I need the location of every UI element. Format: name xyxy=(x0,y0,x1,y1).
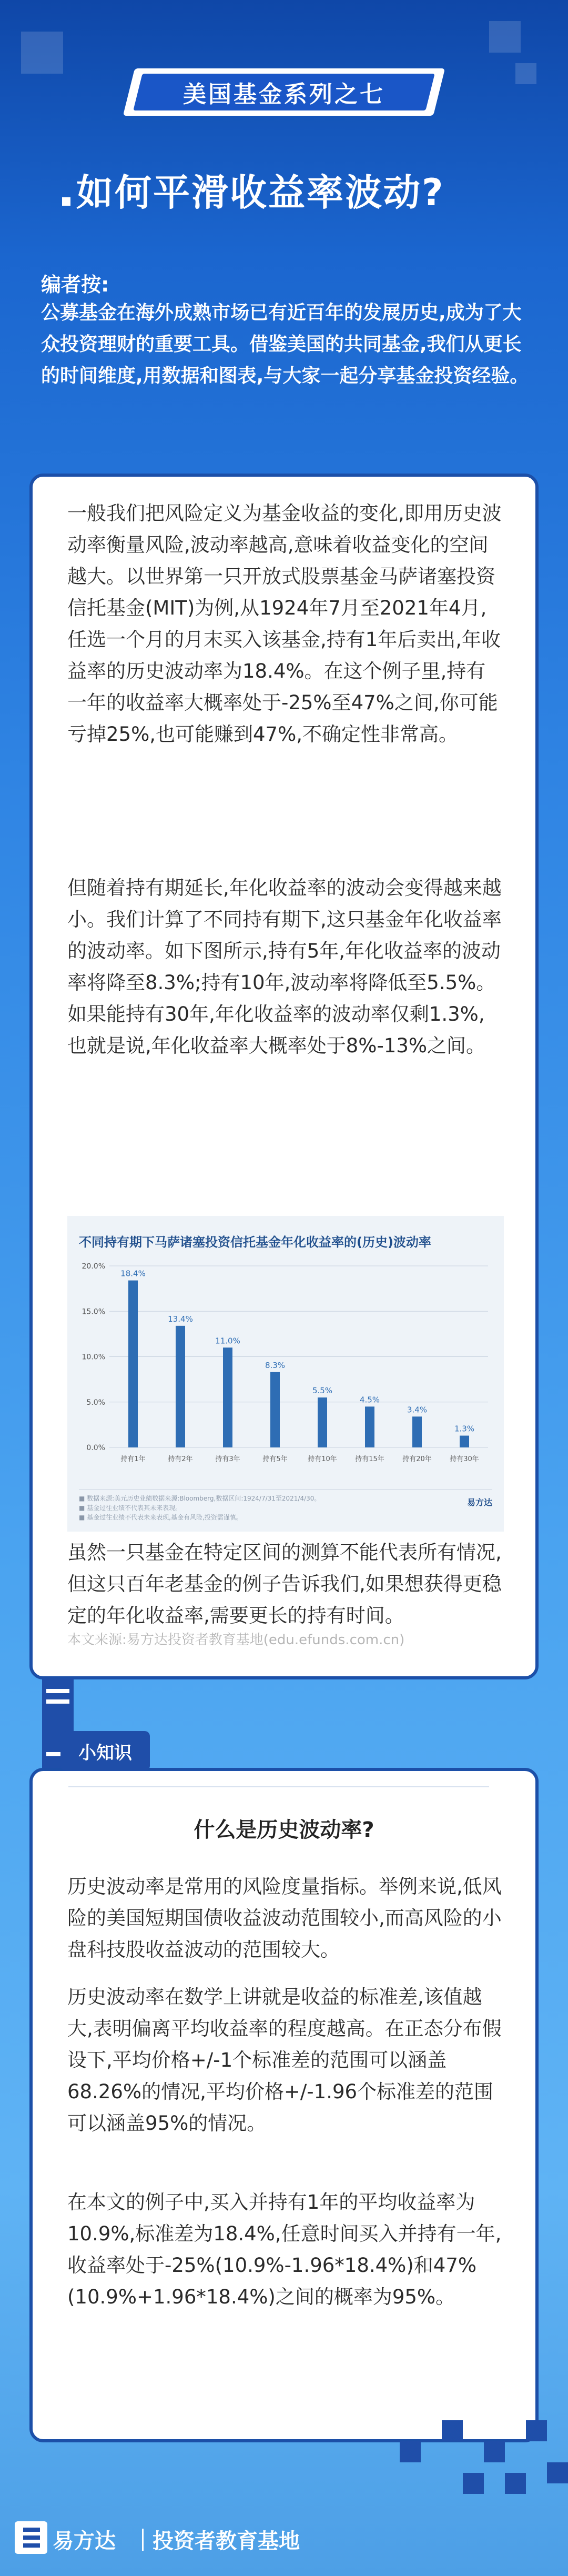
knowledge-divider xyxy=(68,1786,489,1787)
footer-divider xyxy=(142,2529,144,2551)
x-tick-label: 持有3年 xyxy=(215,1455,240,1463)
chart-plot xyxy=(67,1216,504,1484)
data-label: 3.4% xyxy=(407,1405,428,1415)
decor-square xyxy=(463,2473,484,2494)
footer-subtitle: 投资者教育基地 xyxy=(153,2529,300,2553)
article-card xyxy=(29,474,539,1679)
chart-bar xyxy=(270,1372,280,1447)
decor-square xyxy=(515,63,536,84)
data-label: 18.4% xyxy=(120,1269,146,1279)
editor-note-body: 公募基金在海外成熟市场已有近百年的发展历史,成为了大众投资理财的重要工具。借鉴美国的共同基金,我们从更长的时间维度,用数据和图表,与大家一起分享基金投资经验。 xyxy=(41,302,529,387)
knowledge-paragraph-3: 在本文的例子中,买入并持有1年的平均收益率为10.9%,标准差为18.4%,任意时间买入并持有一年,收益率处于-25%(10.9%-1.96*18.4%)和47%(10.9%+1.96*18.4%)之间的概率为95%。 xyxy=(67,2191,502,2308)
article-paragraph-3: 虽然一只基金在特定区间的测算不能代表所有情况,但这只百年老基金的例子告诉我们,如果想获得更稳定的年化收益率,需要更长的持有时间。 xyxy=(67,1541,502,1627)
chart-bar xyxy=(365,1406,374,1447)
article-paragraph-1: 一般我们把风险定义为基金收益的变化,即用历史波动率衡量风险,波动率越高,意味着收益变化的空间越大。以世界第一只开放式股票基金马萨诸塞投资信托基金(MIT)为例,从1924年7月至2021年4月,任选一个月的月末买入该基金,持有1年后卖出,年收益率的历史波动率为18.4%。在这个例子里,持有一年的收益率大概率处于-25%至47%之间,你可能亏掉25%,也可能赚到47%,不确定性非常高。 xyxy=(67,502,502,746)
knowledge-paragraph-2: 历史波动率在数学上讲就是收益的标准差,该值越大,表明偏离平均收益率的程度越高。在正态分布假设下,平均价格+/-1个标准差的范围可以涵盖68.26%的情况,平均价格+/-1.96个标准差的范围可以涵盖95%的情况。 xyxy=(67,1986,502,2135)
x-tick-label: 持有20年 xyxy=(402,1455,432,1463)
decor-square xyxy=(400,2441,421,2462)
y-tick-label: 15.0% xyxy=(82,1307,105,1316)
data-label: 13.4% xyxy=(168,1314,193,1324)
decor-square xyxy=(442,2420,463,2441)
y-tick-label: 0.0% xyxy=(86,1444,105,1452)
y-tick-label: 10.0% xyxy=(82,1353,105,1362)
chart-footnote: ■ 基金过往业绩不代表未来表现,基金有风险,投资需谨慎。 xyxy=(79,1514,242,1521)
data-label: 8.3% xyxy=(265,1360,286,1370)
series-tag xyxy=(129,68,439,116)
chart-footnote: ■ 数据来源:美元历史业绩数据来源:Bloomberg,数据区间:1924/7/31至2021/4/30。 xyxy=(79,1495,321,1502)
volatility-chart xyxy=(67,1216,504,1532)
data-label: 4.5% xyxy=(359,1395,380,1405)
data-label: 1.3% xyxy=(454,1424,475,1434)
x-tick-label: 持有30年 xyxy=(450,1455,479,1463)
knowledge-tag: 小知识 xyxy=(60,1731,150,1771)
decor-square xyxy=(526,2420,547,2441)
x-tick-label: 持有15年 xyxy=(355,1455,384,1463)
decor-square xyxy=(484,2441,505,2462)
chart-footnote: ■ 基金过往业绩不代表其未来表现。 xyxy=(79,1504,182,1512)
chart-bar xyxy=(128,1281,138,1447)
article-source: 本文来源:易方达投资者教育基地(edu.efunds.com.cn) xyxy=(67,1632,405,1648)
chart-footer-brand: 易方达 xyxy=(466,1497,492,1507)
y-tick-label: 5.0% xyxy=(86,1398,105,1407)
decor-square xyxy=(21,32,63,74)
knowledge-question: 什么是历史波动率? xyxy=(194,1818,374,1842)
chart-bar xyxy=(412,1416,422,1447)
article-paragraph-2: 但随着持有期延长,年化收益率的波动会变得越来越小。我们计算了不同持有期下,这只基金年化收益率的波动率。如下图所示,持有5年,年化收益率的波动率将降至8.3%;持有10年,波动率将降低至5.5%。如果能持有30年,年化收益率的波动率仅剩1.3%,也就是说,年化收益率大概率处于8%-13%之间。 xyxy=(67,877,502,1057)
chart-bar xyxy=(176,1326,185,1447)
decor-square xyxy=(489,21,521,53)
chart-title: 不同持有期下马萨诸塞投资信托基金年化收益率的(历史)波动率 xyxy=(79,1235,431,1250)
x-tick-label: 持有2年 xyxy=(168,1455,193,1463)
chart-bar xyxy=(223,1347,232,1447)
editor-note-heading: 编者按: xyxy=(41,273,109,296)
decor-square xyxy=(505,2473,526,2494)
data-label: 5.5% xyxy=(312,1386,333,1396)
decor-square xyxy=(547,2462,568,2483)
brand-logo-icon xyxy=(21,2525,42,2550)
x-tick-label: 持有5年 xyxy=(262,1455,288,1463)
x-tick-label: 持有1年 xyxy=(120,1455,146,1463)
title-bullet xyxy=(62,197,70,206)
chart-bar xyxy=(318,1397,327,1447)
chart-footnotes xyxy=(79,1494,494,1522)
knowledge-paragraph-1: 历史波动率是常用的风险度量指标。举例来说,低风险的美国短期国债收益波动范围较小,而高风险的小盘科技股收益波动的范围较大。 xyxy=(67,1875,502,1961)
chart-bar xyxy=(460,1436,469,1447)
knowledge-card xyxy=(29,1768,539,2442)
y-tick-label: 20.0% xyxy=(82,1262,105,1271)
footer-brand: 易方达 xyxy=(53,2529,116,2553)
data-label: 11.0% xyxy=(215,1336,240,1346)
series-tag-label: 美国基金系列之七 xyxy=(183,81,385,108)
page-title: 如何平滑收益率波动? xyxy=(76,171,445,214)
x-tick-label: 持有10年 xyxy=(308,1455,337,1463)
